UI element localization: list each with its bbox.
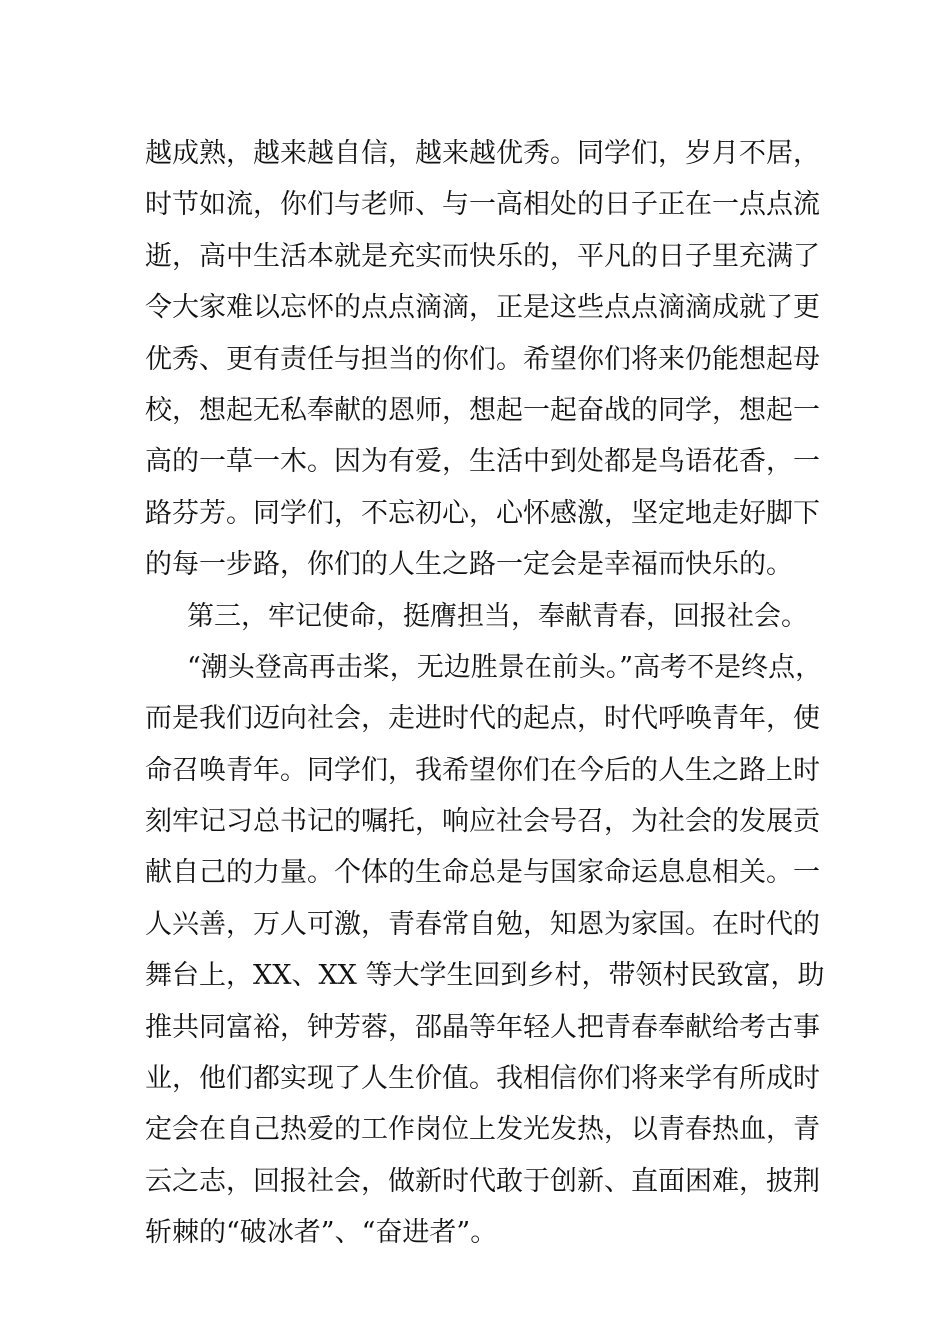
text-line: 推共同富裕，钟芳蓉，邵晶等年轻人把青春奉献给考古事: [145, 1011, 820, 1043]
text-line: 校，想起无私奉献的恩师，想起一起奋战的同学，想起一: [145, 394, 820, 426]
text-line: 越成熟，越来越自信，越来越优秀。同学们，岁月不居，: [145, 138, 820, 169]
text-line: 定会在自己热爱的工作岗位上发光发热，以青春热血，青: [145, 1114, 820, 1146]
text-line: 云之志，回报社会，做新时代敢于创新、直面困难，披荆: [145, 1165, 820, 1197]
text-line: 时节如流，你们与老师、与一高相处的日子正在一点点流: [145, 189, 820, 221]
text-line: 人兴善，万人可激，青春常自勉，知恩为家国。在时代的: [145, 908, 820, 940]
text-line: 令大家难以忘怀的点点滴滴，正是这些点点滴滴成就了更: [145, 292, 820, 324]
text-line: 逝，高中生活本就是充实而快乐的，平凡的日子里充满了: [145, 240, 820, 272]
text-line: 而是我们迈向社会，走进时代的起点，时代呼唤青年，使: [145, 703, 820, 735]
text-line: 献自己的力量。个体的生命总是与国家命运息息相关。一: [145, 857, 820, 889]
text-line: 优秀、更有责任与担当的你们。希望你们将来仍能想起母: [145, 343, 820, 375]
text-line: 高的一草一木。因为有爱，生活中到处都是鸟语花香，一: [145, 446, 820, 478]
body-text: [145, 128, 825, 1259]
section-heading: 第三，牢记使命，挺膺担当，奉献青春，回报社会。: [187, 600, 808, 632]
text-line: 路芬芳。同学们，不忘初心，心怀感激，坚定地走好脚下: [145, 497, 820, 529]
text-line: 的每一步路，你们的人生之路一定会是幸福而快乐的。: [145, 549, 793, 581]
text-line: 斩棘的“破冰者”、“奋进者”。: [145, 1217, 498, 1249]
text-line: 命召唤青年。同学们，我希望你们在今后的人生之路上时: [145, 754, 820, 786]
text-line: 业，他们都实现了人生价值。我相信你们将来学有所成时: [145, 1063, 820, 1095]
text-line: 刻牢记习总书记的嘱托，响应社会号召，为社会的发展贡: [145, 806, 820, 838]
text-line: 舞台上，XX、XX 等大学生回到乡村，带领村民致富，助: [145, 960, 825, 992]
text-line: “潮头登高再击桨，无边胜景在前头。”高考不是终点，: [187, 651, 823, 683]
